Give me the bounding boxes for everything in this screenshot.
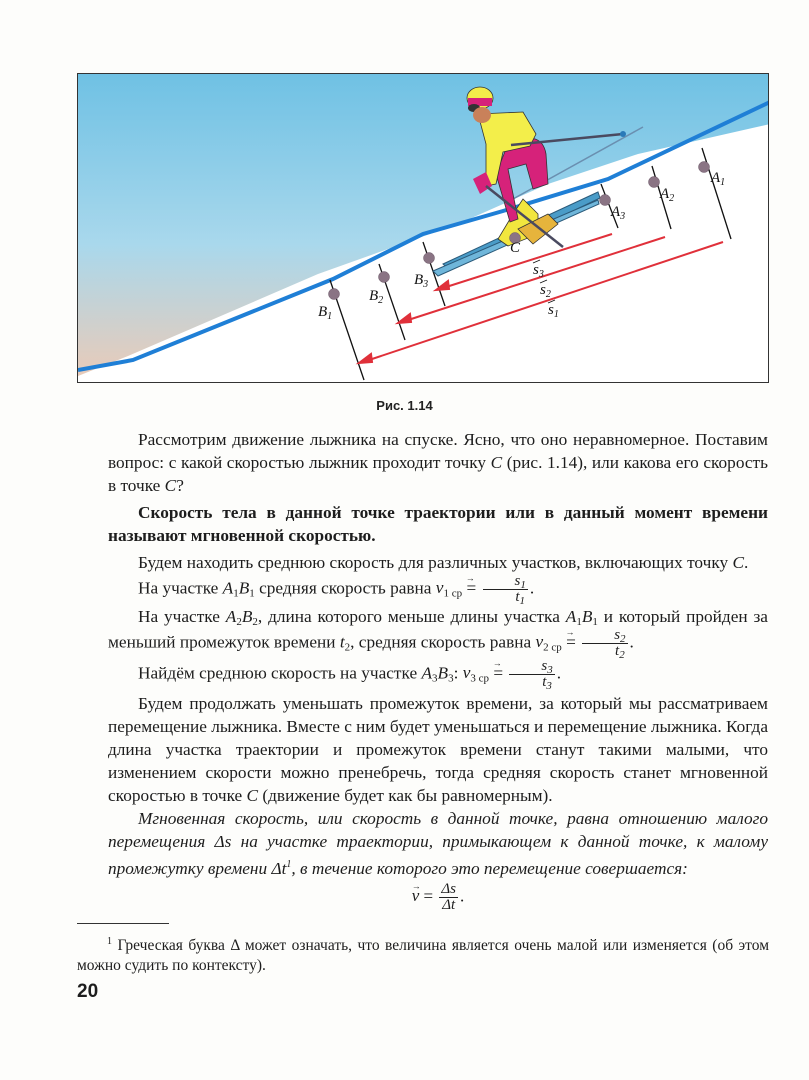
point-b2 bbox=[379, 272, 390, 283]
paragraph-segment-1: На участке $A_1B_1$ средняя скорость равна → $v_{1 ср}$ = $\frac{s_1}{t_1}$ . bbox=[108, 574, 768, 605]
figure-skier-diagram bbox=[77, 73, 769, 383]
point-b1 bbox=[329, 289, 340, 300]
label-a3: $A_3$ bbox=[611, 204, 626, 222]
paragraph-segment-2: На участке $A_2B_2$, длина которого меньше длины участка $A_1B_1$ и который пройден за меньший промежуток времени $t_2$, средняя скорость равна → $v_{2 ср}$ = $\frac{s_2}{t_2}$ . bbox=[108, 605, 768, 659]
skier-illustration bbox=[78, 74, 769, 383]
instant-velocity-formula: → v = $\frac{\Delta s}{\Delta t}$ . bbox=[108, 882, 768, 913]
page-number: 20 bbox=[77, 981, 99, 1002]
paragraph-limit: Будем продолжать уменьшать промежуток времени, за который мы рассматриваем перемещение лыжника. Вместе с ним будет уменьшаться и перемещение лыжника. Когда длина участка траектории и промежуток времени станут такими малыми, что изменением скорости можно пренебречь, тогда средняя скорость станет мгновенной скоростью в точке C (движение будет как бы равномерным). bbox=[108, 694, 768, 805]
label-b2: $B_2$ bbox=[369, 288, 384, 306]
fraction-s3-t3: $\frac{s_3}{t_3}$ bbox=[509, 659, 554, 690]
footnote-divider bbox=[77, 923, 169, 924]
footnote: $^1$ Греческая буква Δ может означать, что величина является очень малой или изменяется (об этом можно судить по контексту). bbox=[77, 936, 770, 975]
point-a1 bbox=[699, 162, 710, 173]
label-a2: $A_2$ bbox=[660, 186, 675, 204]
label-b1: $B_1$ bbox=[318, 304, 333, 322]
label-s3: $s_3$ bbox=[533, 262, 544, 280]
point-a2 bbox=[649, 177, 660, 188]
label-c: C bbox=[510, 240, 521, 256]
fraction-s1-t1: $\frac{s_1}{t_1}$ bbox=[483, 574, 528, 605]
paragraph-instant-definition: Мгновенная скорость, или скорость в данной точке, равна отношению малого перемещения Δs на участке траектории, примыкающем к данной точке, к малому промежутку времени $\Delta t^1$, в течение которого это перемещение совершается: bbox=[108, 809, 768, 878]
label-b3: $B_3$ bbox=[414, 272, 429, 290]
definition: Скорость тела в данной точке траектории или в данный момент времени называют мгновенной скоростью. bbox=[108, 503, 768, 545]
point-b3 bbox=[424, 253, 435, 264]
point-a3 bbox=[600, 195, 611, 206]
label-s1: $s_1$ bbox=[548, 302, 559, 320]
paragraph-average: Будем находить среднюю скорость для различных участков, включающих точку C. bbox=[138, 553, 749, 572]
label-a1: $A_1$ bbox=[711, 170, 726, 188]
figure-caption: Рис. 1.14 bbox=[376, 398, 433, 413]
fraction-s2-t2: $\frac{s_2}{t_2}$ bbox=[582, 628, 627, 659]
paragraph-intro: Рассмотрим движение лыжника на спуске. Ясно, что оно неравномерное. Поставим вопрос: с какой скоростью лыжник проходит точку C (рис. 1.14), или какова его скорость в точке C? bbox=[108, 430, 768, 495]
paragraph-segment-3: Найдём среднюю скорость на участке $A_3B_3$: → $v_{3 ср}$ = $\frac{s_3}{t_3}$ . bbox=[108, 659, 768, 690]
label-s2: $s_2$ bbox=[540, 282, 551, 300]
main-text bbox=[108, 428, 768, 913]
